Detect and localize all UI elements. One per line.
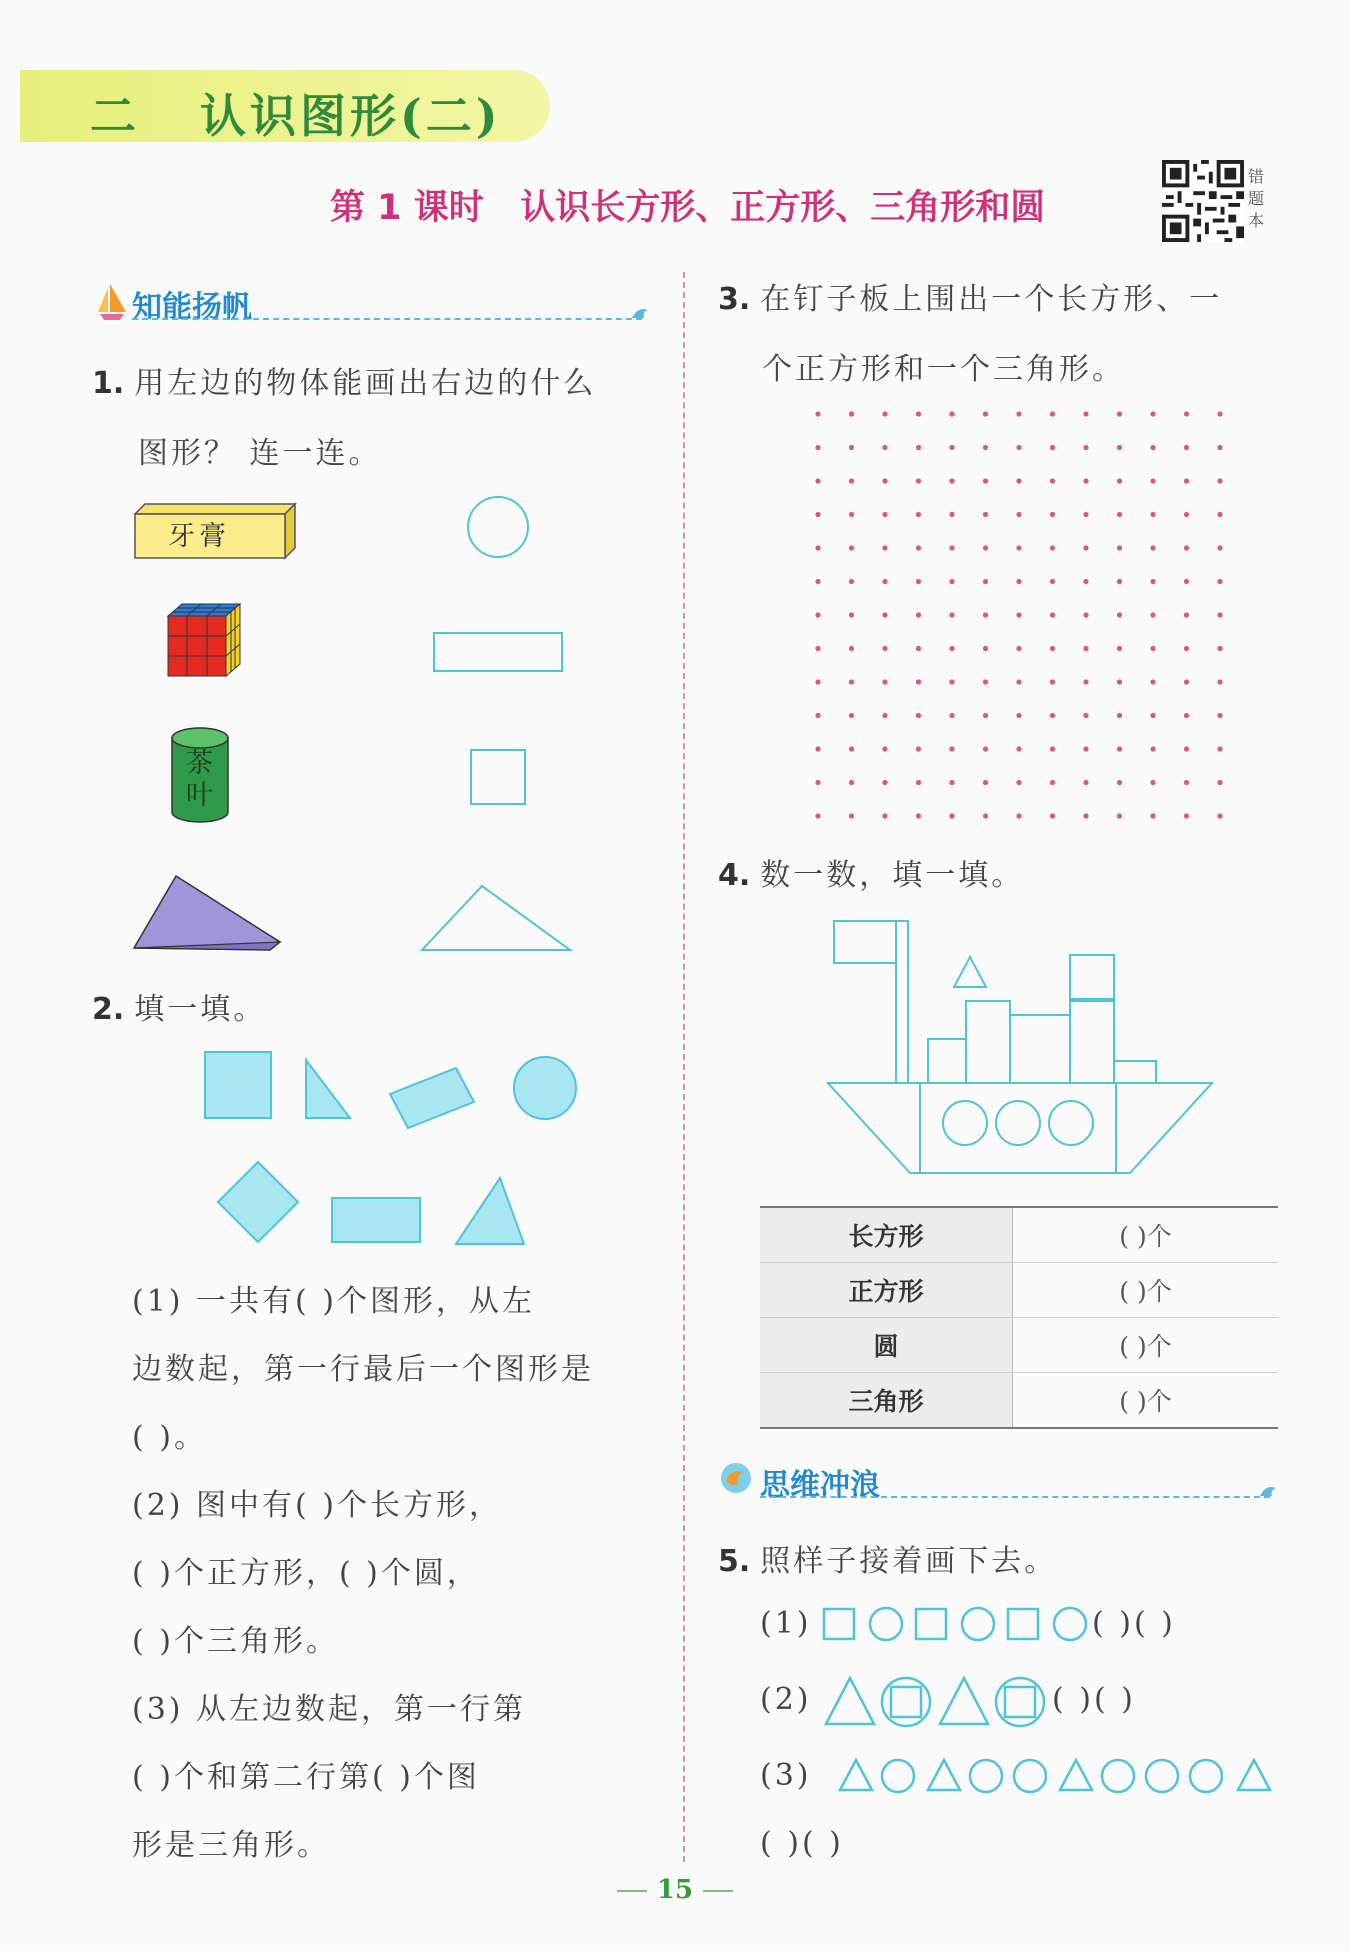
q5-pattern-2 (820, 1672, 1056, 1732)
peg-dot[interactable] (815, 612, 820, 617)
peg-dot[interactable] (916, 646, 921, 651)
peg-dot[interactable] (949, 646, 954, 651)
peg-dot[interactable] (1050, 746, 1055, 751)
unit-heading (90, 80, 502, 146)
peg-dot[interactable] (916, 612, 921, 617)
peg-dot[interactable] (1083, 579, 1088, 584)
peg-dot[interactable] (1016, 411, 1021, 416)
unit-banner (20, 70, 550, 142)
table-shape-cell: 三角形 (760, 1373, 1013, 1429)
triangle-ruler-image (130, 872, 286, 954)
peg-dot[interactable] (983, 545, 988, 550)
ship-figure (820, 915, 1220, 1180)
table-row (760, 1373, 1278, 1429)
peg-dot[interactable] (1016, 780, 1021, 785)
peg-dot[interactable] (1083, 411, 1088, 416)
peg-dot[interactable] (849, 746, 854, 751)
peg-dot[interactable] (815, 478, 820, 483)
q2-line-6: ( )个三角形。 (132, 1624, 339, 1659)
q2-diamond (218, 1162, 298, 1242)
peg-dot[interactable] (983, 813, 988, 818)
peg-dot[interactable] (1117, 512, 1122, 517)
q2-right-triangle (306, 1060, 350, 1118)
ship-window-square (1070, 955, 1114, 999)
peg-dot[interactable] (949, 679, 954, 684)
q4-title: 数一数，填一填。 (760, 858, 1025, 893)
peg-dot[interactable] (882, 646, 887, 651)
peg-dot[interactable] (1016, 612, 1021, 617)
peg-dot[interactable] (1150, 411, 1155, 416)
q2-rectangle (332, 1198, 420, 1242)
peg-dot[interactable] (983, 646, 988, 651)
peg-dot[interactable] (1117, 478, 1122, 483)
peg-dot[interactable] (1184, 746, 1189, 751)
q5-pattern-1 (820, 1602, 1090, 1646)
ship-flag (834, 921, 896, 963)
peg-dot[interactable] (1083, 646, 1088, 651)
peg-dot[interactable] (815, 411, 820, 416)
peg-dot[interactable] (1016, 746, 1021, 751)
peg-dot[interactable] (1083, 512, 1088, 517)
peg-dot[interactable] (1217, 813, 1222, 818)
page-number-text: 15 (656, 1875, 694, 1905)
peg-dot[interactable] (983, 512, 988, 517)
peg-dot[interactable] (1150, 646, 1155, 651)
qr-label: 错题本 (1248, 167, 1265, 230)
peg-dot[interactable] (882, 445, 887, 450)
table-answer-cell[interactable]: ( )个 (1013, 1318, 1279, 1373)
peg-dot[interactable] (1184, 813, 1189, 818)
peg-dot[interactable] (949, 512, 954, 517)
peg-dot[interactable] (916, 746, 921, 751)
q5-item3-blanks[interactable]: ( )( ) (760, 1826, 844, 1861)
peg-dot[interactable] (1217, 746, 1222, 751)
column-divider (683, 272, 685, 1862)
unit-number: 二 (90, 89, 140, 143)
peg-dot[interactable] (1050, 679, 1055, 684)
table-answer-cell[interactable]: ( )个 (1013, 1263, 1279, 1318)
peg-dot[interactable] (1117, 646, 1122, 651)
q1-rectangle-shape (434, 633, 562, 671)
q2-square (205, 1052, 271, 1118)
peg-dot[interactable] (916, 445, 921, 450)
peg-dot[interactable] (949, 478, 954, 483)
peg-dot[interactable] (1150, 813, 1155, 818)
peg-dot[interactable] (1150, 746, 1155, 751)
peg-dot[interactable] (1184, 411, 1189, 416)
peg-dot[interactable] (1217, 713, 1222, 718)
table-row (760, 1263, 1278, 1318)
q1-number: 1. (92, 366, 125, 401)
peg-dot[interactable] (1184, 679, 1189, 684)
section-underline-right (760, 1496, 1270, 1498)
lesson-topic: 认识长方形、正方形、三角形和圆 (520, 188, 1046, 228)
peg-dot[interactable] (1217, 445, 1222, 450)
peg-dot[interactable] (1150, 713, 1155, 718)
peg-dot[interactable] (1016, 512, 1021, 517)
ship-mast (896, 921, 908, 1083)
peg-dot[interactable] (815, 646, 820, 651)
peg-dot[interactable] (1050, 713, 1055, 718)
peg-dot[interactable] (949, 445, 954, 450)
peg-dot[interactable] (1016, 813, 1021, 818)
peg-dot[interactable] (1150, 679, 1155, 684)
q4-count-table (760, 1206, 1278, 1429)
lesson-label: 第 1 课时 (330, 188, 484, 228)
peg-dot[interactable] (1083, 612, 1088, 617)
peg-dot[interactable] (1083, 746, 1088, 751)
peg-dot[interactable] (983, 746, 988, 751)
peg-dot[interactable] (849, 445, 854, 450)
peg-dot[interactable] (983, 679, 988, 684)
q2-number: 2. (92, 992, 125, 1027)
peg-dot[interactable] (1117, 813, 1122, 818)
peg-dot[interactable] (1217, 579, 1222, 584)
peg-dot[interactable] (1016, 579, 1021, 584)
q5-item2-label: (2) (760, 1682, 812, 1717)
ship-triangle (954, 957, 986, 987)
section-title-right: 思维冲浪 (760, 1468, 880, 1503)
peg-dot[interactable] (882, 512, 887, 517)
peg-dot[interactable] (815, 813, 820, 818)
peg-dot[interactable] (1117, 579, 1122, 584)
table-answer-cell[interactable]: ( )个 (1013, 1207, 1279, 1263)
peg-dot[interactable] (1184, 512, 1189, 517)
peg-dot[interactable] (1117, 679, 1122, 684)
q1-square-shape (471, 750, 525, 804)
table-row (760, 1318, 1278, 1373)
peg-dot[interactable] (1184, 478, 1189, 483)
peg-dot[interactable] (1217, 478, 1222, 483)
peg-dot[interactable] (916, 813, 921, 818)
lesson-title (330, 180, 1045, 230)
peg-dot[interactable] (1083, 679, 1088, 684)
peg-dot[interactable] (1184, 445, 1189, 450)
q1-text-1: 用左边的物体能画出右边的什么 (134, 366, 597, 401)
q5-item2-blanks[interactable]: ( )( ) (1052, 1682, 1136, 1717)
peg-dot[interactable] (815, 780, 820, 785)
peg-dot[interactable] (1150, 780, 1155, 785)
peg-dot[interactable] (815, 713, 820, 718)
peg-dot[interactable] (1150, 512, 1155, 517)
peg-dot[interactable] (916, 411, 921, 416)
peg-dot[interactable] (882, 411, 887, 416)
peg-dot[interactable] (815, 445, 820, 450)
sailboat-icon (92, 280, 132, 322)
peg-dot[interactable] (983, 579, 988, 584)
q1-target-shapes (420, 490, 600, 970)
q2-tilted-rectangle (390, 1068, 474, 1128)
peg-dot[interactable] (882, 813, 887, 818)
peg-dot[interactable] (1050, 445, 1055, 450)
q3-text-1: 在钉子板上围出一个长方形、一 (760, 282, 1223, 317)
page-number (0, 1875, 1350, 1905)
peg-dot[interactable] (1016, 445, 1021, 450)
peg-dot[interactable] (815, 579, 820, 584)
peg-dot[interactable] (1050, 813, 1055, 818)
rubiks-cube-image (164, 602, 248, 682)
q2-shapes (190, 1040, 610, 1250)
q1-line2: 图形？ 连一连。 (138, 436, 382, 471)
peg-dot[interactable] (815, 679, 820, 684)
peg-dot[interactable] (916, 579, 921, 584)
peg-dot[interactable] (983, 445, 988, 450)
unit-title: 认识图形(二) (200, 89, 502, 143)
peg-dot[interactable] (949, 746, 954, 751)
ship-porthole-3 (1049, 1101, 1093, 1145)
peg-dot[interactable] (1016, 545, 1021, 550)
q3-line1 (718, 274, 1222, 318)
q1-triangle-shape (422, 886, 570, 950)
peg-dot[interactable] (1016, 679, 1021, 684)
peg-dot[interactable] (1184, 646, 1189, 651)
peg-dot[interactable] (849, 612, 854, 617)
peg-dot[interactable] (882, 746, 887, 751)
q3-number: 3. (718, 282, 751, 317)
wave-swirl-icon (718, 1460, 754, 1496)
peg-dot[interactable] (1016, 713, 1021, 718)
peg-dot[interactable] (849, 512, 854, 517)
peg-dot[interactable] (916, 780, 921, 785)
peg-dot[interactable] (1050, 579, 1055, 584)
peg-dot[interactable] (1217, 612, 1222, 617)
peg-dot[interactable] (916, 545, 921, 550)
peg-dot[interactable] (1050, 411, 1055, 416)
tea-label: 茶叶 (186, 748, 213, 811)
peg-dot[interactable] (1050, 612, 1055, 617)
peg-dot[interactable] (1184, 612, 1189, 617)
q5-title-line (718, 1536, 1057, 1580)
peg-dot[interactable] (849, 478, 854, 483)
peg-dot[interactable] (882, 478, 887, 483)
peg-dot[interactable] (849, 679, 854, 684)
peg-dot[interactable] (1217, 646, 1222, 651)
ship-block-middle (1010, 1015, 1070, 1083)
peg-dot[interactable] (1150, 545, 1155, 550)
ship-tower-right (1070, 1001, 1114, 1083)
peg-dot[interactable] (849, 646, 854, 651)
peg-dot[interactable] (815, 545, 820, 550)
peg-dot[interactable] (1117, 612, 1122, 617)
ship-cabin (920, 1083, 1116, 1173)
peg-dot[interactable] (1083, 478, 1088, 483)
peg-dot[interactable] (949, 545, 954, 550)
peg-dot[interactable] (1117, 780, 1122, 785)
q4-number: 4. (718, 858, 751, 893)
peg-dot[interactable] (983, 780, 988, 785)
q5-item3-label: (3) (760, 1758, 812, 1793)
peg-dot[interactable] (1150, 445, 1155, 450)
peg-dot[interactable] (1217, 545, 1222, 550)
peg-dot[interactable] (849, 780, 854, 785)
ship-porthole-2 (996, 1101, 1040, 1145)
peg-dot[interactable] (1150, 478, 1155, 483)
q2-line-4: (2) 图中有( )个长方形， (132, 1488, 502, 1523)
peg-dot[interactable] (882, 545, 887, 550)
q2-circle (514, 1057, 576, 1119)
peg-dot[interactable] (949, 411, 954, 416)
qr-code-icon[interactable] (1162, 160, 1244, 242)
peg-dot[interactable] (1117, 411, 1122, 416)
ship-porthole-1 (943, 1101, 987, 1145)
peg-dot[interactable] (1117, 713, 1122, 718)
peg-dot[interactable] (1217, 780, 1222, 785)
peg-dot[interactable] (1184, 545, 1189, 550)
wave-icon (630, 302, 652, 322)
peg-dot[interactable] (983, 478, 988, 483)
peg-dot[interactable] (1083, 780, 1088, 785)
table-shape-cell: 正方形 (760, 1263, 1013, 1318)
peg-dot[interactable] (1184, 713, 1189, 718)
ship-block-right (1114, 1061, 1156, 1083)
peg-dot[interactable] (1217, 679, 1222, 684)
q2-triangle (456, 1178, 524, 1244)
toothpaste-label: 牙膏 (168, 521, 230, 552)
q5-title: 照样子接着画下去。 (760, 1544, 1058, 1579)
table-shape-cell: 圆 (760, 1318, 1013, 1373)
wave-icon (1258, 1480, 1280, 1500)
peg-dot[interactable] (882, 780, 887, 785)
section-underline-left (132, 318, 642, 320)
peg-board[interactable] (800, 400, 1240, 820)
q2-line-7: (3) 从左边数起，第一行第 (132, 1692, 527, 1727)
q5-pattern-3 (836, 1754, 1280, 1798)
section-title-left: 知能扬帆 (132, 290, 252, 325)
q2-line-8: ( )个和第二行第( )个图 (132, 1760, 480, 1795)
peg-dot[interactable] (882, 713, 887, 718)
table-shape-cell: 长方形 (760, 1207, 1013, 1263)
peg-dot[interactable] (815, 512, 820, 517)
peg-dot[interactable] (916, 713, 921, 718)
peg-dot[interactable] (916, 478, 921, 483)
peg-dot[interactable] (1117, 746, 1122, 751)
q3-line2: 个正方形和一个三角形。 (762, 352, 1125, 387)
q2-line-2: 边数起，第一行最后一个图形是 (132, 1352, 594, 1387)
q1-line1 (92, 358, 596, 402)
ship-block-left (928, 1039, 966, 1083)
table-answer-cell[interactable]: ( )个 (1013, 1373, 1279, 1429)
q5-item1-blanks[interactable]: ( )( ) (1092, 1606, 1176, 1641)
peg-dot[interactable] (1050, 478, 1055, 483)
peg-dot[interactable] (1217, 512, 1222, 517)
peg-dot[interactable] (1117, 445, 1122, 450)
peg-dot[interactable] (1184, 780, 1189, 785)
q4-title-line (718, 850, 1024, 894)
peg-dot[interactable] (1083, 713, 1088, 718)
peg-dot[interactable] (1117, 545, 1122, 550)
peg-dot[interactable] (1050, 780, 1055, 785)
peg-dot[interactable] (983, 411, 988, 416)
peg-dot[interactable] (849, 411, 854, 416)
peg-dot[interactable] (849, 813, 854, 818)
peg-dot[interactable] (849, 713, 854, 718)
ship-hull (828, 1083, 1212, 1173)
peg-dot[interactable] (983, 713, 988, 718)
q2-line-9: 形是三角形。 (132, 1828, 330, 1863)
peg-dot[interactable] (1150, 579, 1155, 584)
q2-title: 填一填。 (134, 992, 267, 1027)
peg-dot[interactable] (882, 679, 887, 684)
peg-dot[interactable] (815, 746, 820, 751)
peg-dot[interactable] (1016, 646, 1021, 651)
peg-dot[interactable] (1050, 512, 1055, 517)
peg-dot[interactable] (1083, 545, 1088, 550)
peg-dot[interactable] (916, 512, 921, 517)
q2-line-3: ( )。 (132, 1420, 207, 1455)
peg-dot[interactable] (949, 579, 954, 584)
table-row (760, 1207, 1278, 1263)
peg-dot[interactable] (1050, 646, 1055, 651)
peg-dot[interactable] (949, 813, 954, 818)
peg-dot[interactable] (949, 780, 954, 785)
peg-dot[interactable] (882, 612, 887, 617)
peg-dot[interactable] (882, 579, 887, 584)
q5-number: 5. (718, 1544, 751, 1579)
peg-dot[interactable] (849, 545, 854, 550)
q5-item1-label: (1) (760, 1606, 812, 1641)
q2-line-1: (1) 一共有( )个图形，从左 (132, 1284, 535, 1319)
ship-tower-tall (966, 1001, 1010, 1083)
peg-dot[interactable] (1050, 545, 1055, 550)
peg-dot[interactable] (1016, 478, 1021, 483)
peg-dot[interactable] (849, 579, 854, 584)
q2-title-line (92, 984, 266, 1028)
peg-dot[interactable] (949, 612, 954, 617)
q1-circle-shape (468, 497, 528, 557)
peg-dot[interactable] (916, 679, 921, 684)
peg-dot[interactable] (983, 612, 988, 617)
peg-dot[interactable] (1083, 445, 1088, 450)
peg-dot[interactable] (1184, 579, 1189, 584)
peg-dot[interactable] (949, 713, 954, 718)
peg-dot[interactable] (1083, 813, 1088, 818)
q2-line-5: ( )个正方形，( )个圆， (132, 1556, 480, 1591)
peg-dot[interactable] (1150, 612, 1155, 617)
peg-dot[interactable] (1217, 411, 1222, 416)
